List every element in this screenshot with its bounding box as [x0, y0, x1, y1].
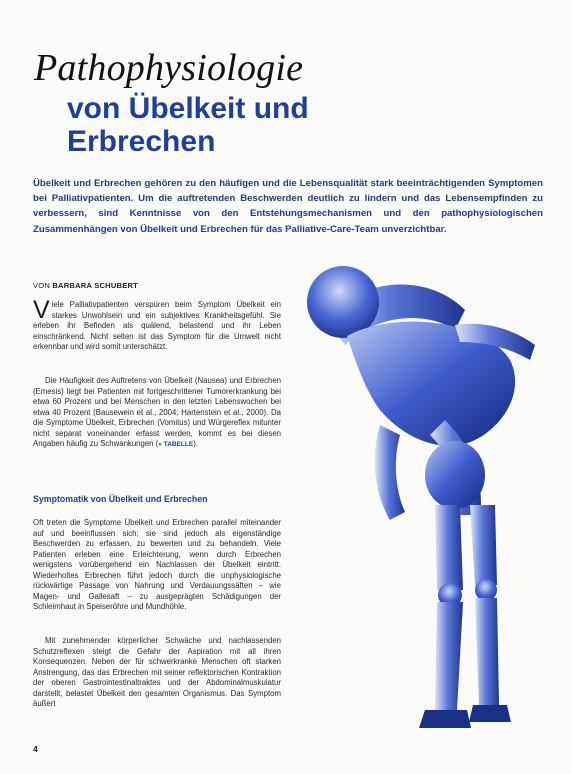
author-name: BARBARA SCHUBERT — [52, 281, 138, 290]
author-prefix: VON — [33, 281, 51, 290]
lead-paragraph: Übelkeit und Erbrechen gehören zu den häufigen und die Lebensqualität stark beeinträchtigenden Symptomen bei Palliativpatienten. Um die auftretenden Beschwerden deutlich zu lindern und das Lebensempfinden zu verbessern, sind Kenntnisse von den Entstehungsmechanismen und den pathophysiologischen Zusammenhängen von Übelkeit und Erbrechen für das Palliative-Care-Team unverzichtbar. — [33, 178, 543, 235]
body-paragraph-1-text: iele Palliativpatienten verspüren beim Symptom Übelkeit ein starkes Unwohlsein und ein subjektives Krankheitsgefühl. Sie erleben ihr Befinden als quälend, belastend und ihr Leben einschränkend. Nicht selten ist das Symptom für die Umwelt nicht erkennbar und wird somit unterschätzt. — [33, 300, 281, 351]
title-line-1: Pathophysiologie — [34, 47, 304, 89]
body-paragraph-2-text: Die Häufigkeit des Auftretens von Übelkeit (Nausea) und Erbrechen (Emesis) liegt bei Patienten mit fortgeschrittener Tumorerkrankung bei etwa 60 Prozent und bei Menschen in den letzten Lebenswochen bei etwa 40 Prozent (Bausewein et al., 2004; Hartenstein et al., 2000). Da die Symptome Übelkeit, Erbrechen (Vomitus) und Würgereflex mitunter nicht separat voneinander erfasst werden, kommt es bei diesen Angaben häufig zu Schwankungen ( — [33, 376, 281, 448]
body-paragraph-2 — [33, 376, 281, 451]
body-paragraph-1 — [33, 296, 281, 353]
body-paragraph-4: Mit zunehmender körperlicher Schwäche und nachlassenden Schutzreflexen steigt die Gefahr der Aspiration mit all ihren Konsequenzen. Neben der für schwerkranke Menschen oft starken Anstrengung, das das Erbrechen mit seiner reflektorischen Kontraktion der oberen Gastrointestinaltraktes und der Abdominalmuskulatur darstellt, belastet Übelkeit den gesamten Organismus. Das Symptom äußert — [33, 636, 281, 708]
author-byline — [33, 281, 138, 290]
body-paragraph-3: Oft treten die Symptome Übelkeit und Erbrechen parallel miteinander auf und beeinflussen sich; sie sind jedoch als eigenständige Beschwerden zu erfassen, zu bewerten und zu behandeln. Viele Patienten erleben eine Erleichterung, wenn durch Erbrechen wenigstens vorübergehend ein Nachlassen der Übelkeit eintritt. Wiederholtes Erbrechen führt jedoch durch die unphysiologische rückwärtige Passage von Nahrung und Verdauungssäften – wie Magen- und Gallesaft – zu ausgeprägten Schädigungen der Schleimhaut in Speiseröhre und Mundhöhle. — [33, 518, 281, 611]
drop-cap: V — [33, 296, 50, 324]
table-reference-link[interactable]: » TABELLE — [158, 441, 194, 448]
page-number: 4 — [33, 744, 38, 754]
title-line-3-text: Erbrechen — [67, 125, 216, 158]
body-paragraph-2-end: ). — [193, 439, 198, 448]
section-heading: Symptomatik von Übelkeit und Erbrechen — [33, 494, 208, 504]
title-line-2-text: von Übelkeit und — [67, 92, 309, 125]
title-line-2 — [67, 92, 309, 158]
wooden-mannequin-figure — [285, 250, 571, 774]
